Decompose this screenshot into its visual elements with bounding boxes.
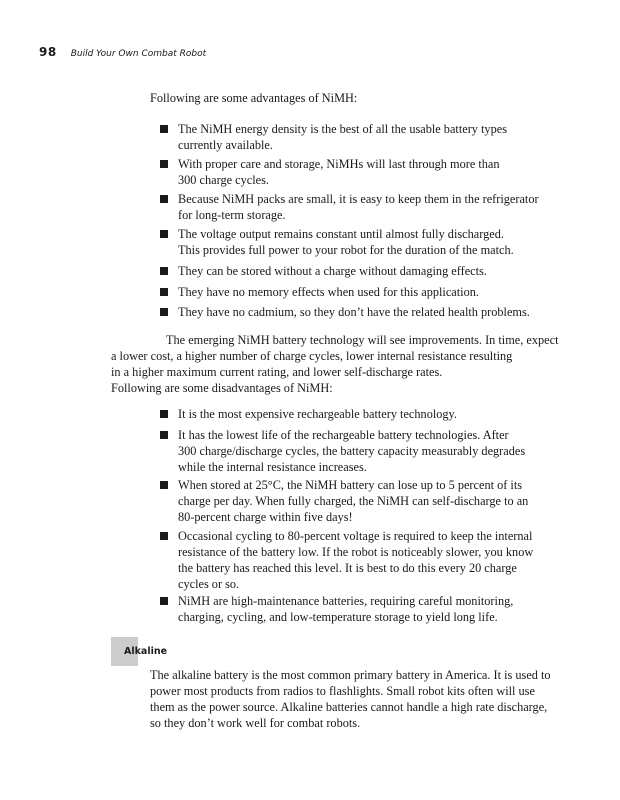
- item-line: This provides full power to your robot for the duration of the match.: [178, 243, 514, 257]
- alkaline-paragraph: [150, 667, 551, 731]
- bullet-icon: [160, 288, 168, 296]
- advantages-intro: Following are some advantages of NiMH:: [150, 91, 358, 105]
- bullet-icon: [160, 481, 168, 489]
- running-head: Build Your Own Combat Robot: [70, 49, 207, 59]
- item-line: for long-term storage.: [178, 208, 286, 222]
- bullet-icon: [160, 410, 168, 418]
- paragraph-line: power most products from radios to flashlights. Small robot kits often will use: [150, 684, 535, 698]
- bullet-icon: [160, 308, 168, 316]
- item-line: Because NiMH packs are small, it is easy to keep them in the refrigerator: [178, 192, 539, 206]
- paragraph-line: them as the power source. Alkaline batteries cannot handle a high rate discharge,: [150, 700, 548, 714]
- item-line: 80-percent charge within five days!: [178, 510, 353, 524]
- item-line: while the internal resistance increases.: [178, 460, 367, 474]
- emerging-paragraph-cont: [111, 348, 512, 396]
- bullet-icon: [160, 195, 168, 203]
- item-line: currently available.: [178, 138, 273, 152]
- paragraph-line: The emerging NiMH battery technology will see improvements. In time, expect: [166, 333, 559, 347]
- bullet-icon: [160, 125, 168, 133]
- item-line: Occasional cycling to 80-percent voltage is required to keep the internal: [178, 529, 533, 543]
- paragraph-line: Following are some disadvantages of NiMH:: [111, 381, 333, 395]
- item-line: charge per day. When fully charged, the NiMH can self-discharge to an: [178, 494, 529, 508]
- section-heading: Alkaline: [124, 646, 168, 657]
- item-line: the battery has reached this level. It is best to do this every 20 charge: [178, 561, 517, 575]
- item-line: 300 charge/discharge cycles, the battery capacity measurably degrades: [178, 444, 526, 458]
- item-line: 300 charge cycles.: [178, 173, 269, 187]
- item-line: resistance of the battery low. If the robot is noticeably slower, you know: [178, 545, 534, 559]
- bullet-icon: [160, 160, 168, 168]
- item-line: It is the most expensive rechargeable battery technology.: [178, 407, 457, 421]
- item-line: The voltage output remains constant until almost fully discharged.: [178, 227, 504, 241]
- paragraph-line: a lower cost, a higher number of charge cycles, lower internal resistance resulting: [111, 349, 513, 363]
- item-line: It has the lowest life of the rechargeable battery technologies. After: [178, 428, 509, 442]
- paragraph-line: in a higher maximum current rating, and lower self-discharge rates.: [111, 365, 443, 379]
- page-number: 98: [39, 45, 57, 59]
- item-line: NiMH are high-maintenance batteries, requiring careful monitoring,: [178, 594, 514, 608]
- bullet-icon: [160, 532, 168, 540]
- emerging-paragraph: [150, 332, 559, 348]
- item-line: charging, cycling, and low-temperature storage to yield long life.: [178, 610, 498, 624]
- bullet-icon: [160, 230, 168, 238]
- item-line: The NiMH energy density is the best of all the usable battery types: [178, 122, 507, 136]
- paragraph-line: The alkaline battery is the most common primary battery in America. It is used to: [150, 668, 551, 682]
- item-line: They have no cadmium, so they don’t have the related health problems.: [178, 305, 530, 319]
- item-line: They can be stored without a charge without damaging effects.: [178, 264, 487, 278]
- bullet-icon: [160, 267, 168, 275]
- item-line: With proper care and storage, NiMHs will last through more than: [178, 157, 500, 171]
- paragraph-line: so they don’t work well for combat robots.: [150, 716, 361, 730]
- bullet-icon: [160, 597, 168, 605]
- item-line: cycles or so.: [178, 577, 240, 591]
- bullet-icon: [160, 431, 168, 439]
- item-line: They have no memory effects when used for this application.: [178, 285, 479, 299]
- item-line: When stored at 25°C, the NiMH battery can lose up to 5 percent of its: [178, 478, 523, 492]
- page-header: [39, 43, 206, 59]
